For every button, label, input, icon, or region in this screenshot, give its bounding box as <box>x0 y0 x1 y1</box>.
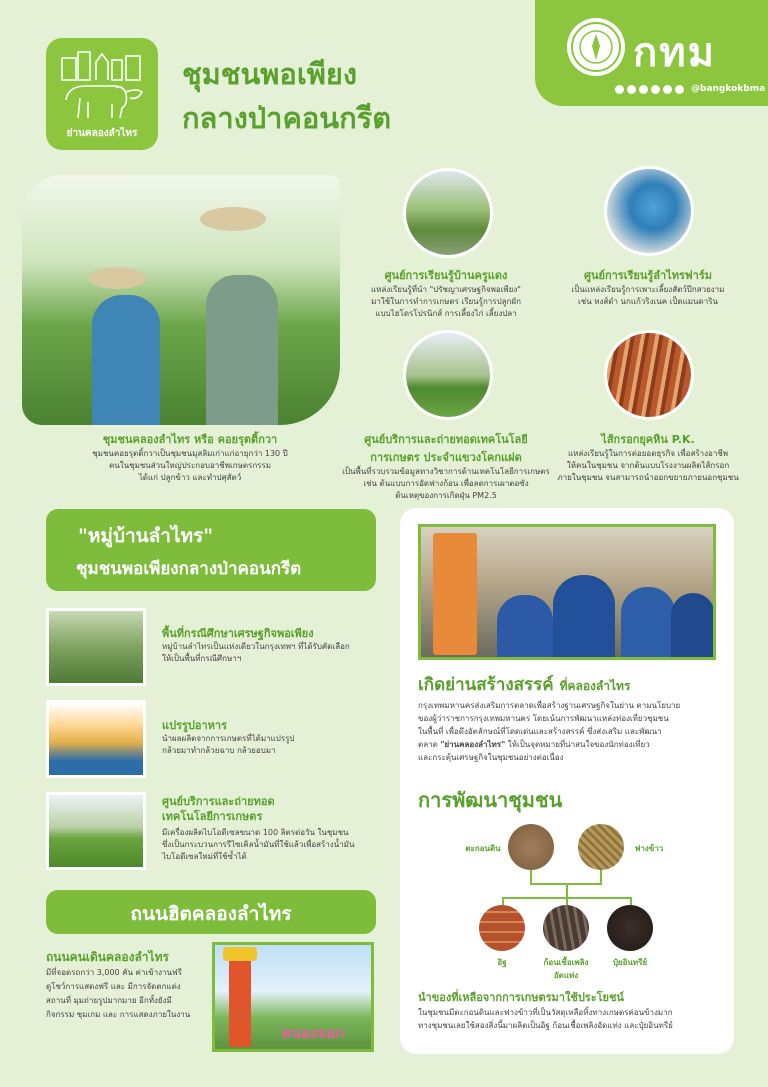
hero-photo <box>22 175 340 425</box>
hero-text: ได้แก่ ปลูกข้าว และทำปศุสัตว์ <box>138 473 242 482</box>
walking-street-text: ดูโชว์การแสดงฟรี และ มีการจัดตกแต่ง <box>46 982 181 991</box>
walking-street-text: กิจกรรม ชุมเกม และ การแสดงภายในงาน <box>46 1010 191 1019</box>
center-title: การเกษตร ประจำแขวงโคกแฝด <box>370 451 522 464</box>
center-text: มาใช้ในการทำการเกษตร เรียนรู้การปลูกผัก <box>371 297 521 306</box>
event-person <box>621 587 675 660</box>
sediment-icon <box>508 824 554 870</box>
center-title: ไส้กรอกยุคหิน P.K. <box>601 433 695 446</box>
center-text: เป็นแหล่งเรียนรู้การเพาะเลี้ยงสัตว์ปีกสวยงาม <box>571 285 725 294</box>
creative-text: ของผู้ว่าราชการกรุงเทพมหานคร โดยเน้นการพัฒนาแหล่งท่องเที่ยวชุมชน <box>418 714 669 723</box>
walking-street <box>46 948 211 1022</box>
center-text: ต้นเหตุของการเกิดฝุ่น PM2.5 <box>395 491 497 500</box>
title-line-1: ชุมชนพอเพียง <box>182 57 358 91</box>
center-title: ศูนย์การเรียนรู้ลำไทรฟาร์ม <box>584 269 712 282</box>
connector-line <box>600 870 602 884</box>
village-item-text: กล้วยมาทำกล้วยฉาบ กล้วยอบมา <box>162 746 276 755</box>
center-caption <box>548 266 748 308</box>
buffalo-city-icon <box>56 48 148 120</box>
creative-text-pre: ตลาด <box>418 740 441 749</box>
center-text: เป็นพื้นที่รวบรวมข้อมูลทางวิชาการด้านเทคโนโลยีการเกษตร <box>342 467 550 476</box>
creative-title <box>418 672 728 699</box>
event-photo <box>418 524 716 660</box>
youtube-icon[interactable] <box>639 85 648 94</box>
connector-line <box>566 884 568 898</box>
street-banner-title: ถนนฮิตคลองลำไทร <box>130 903 292 925</box>
logo-label: ย่านคลองลำไทร <box>66 128 138 139</box>
bma-seal-icon <box>567 18 625 76</box>
village-banner-title: "หมู่บ้านลำไทร" <box>78 525 214 547</box>
hero-text: ชุมชนคอยรุตติ้กวาเป็นชุมชนมุสลิมเก่าแก่อายุกว่า 130 ปี <box>92 449 288 458</box>
tiktok-icon[interactable] <box>675 85 684 94</box>
creative-title-suffix: ที่คลองลำไทร <box>559 679 631 693</box>
development-section <box>418 990 730 1032</box>
village-photo-food <box>46 700 146 778</box>
village-item-title: แปรรูปอาหาร <box>162 719 227 732</box>
village-banner-subtitle: ชุมชนพอเพียงกลางป่าคอนกรีต <box>76 559 302 579</box>
x-icon[interactable] <box>615 85 624 94</box>
page-title <box>182 52 391 140</box>
village-item-title: ศูนย์บริการและถ่ายทอด <box>162 795 275 808</box>
organic-fertilizer-icon <box>607 905 653 951</box>
street-banner <box>46 890 376 934</box>
center-text: แหล่งเรียนรู้ที่นำ "ปรัชญาเศรษฐกิจพอเพียง" <box>371 285 521 294</box>
village-item-text: นำผลผลิตจากการเกษตรที่ได้มาแปรรูป <box>162 734 295 743</box>
output-label-briquette-line: อัดแท่ง <box>553 971 579 980</box>
straw-hat-icon <box>200 207 266 231</box>
line-icon[interactable] <box>651 85 660 94</box>
center-caption <box>346 266 546 320</box>
center-text: แหล่งเรียนรู้ในการต่อยอดธุรกิจ เพื่อสร้างอาชีพ <box>567 449 729 458</box>
creative-text <box>418 738 728 751</box>
center-photo-ricefield <box>403 330 493 420</box>
village-item-title: เทคโนโลยีการเกษตร <box>162 810 263 823</box>
center-title: ศูนย์การเรียนรู้บ้านครูแดง <box>384 269 508 282</box>
connector-line <box>566 897 568 905</box>
hero-title: ชุมชนคลองลำไทร หรือ คอยรุตติ้กวา <box>102 433 278 446</box>
facebook-icon[interactable] <box>627 85 636 94</box>
title-line-2: กลางป่าคอนกรีต <box>182 101 392 135</box>
connector-line <box>530 870 532 884</box>
nong-chok-sign: หนองจอก <box>281 1024 345 1042</box>
center-text: เช่น หงส์ดำ นกแก้วริงเนค เป็ดแมนดาริน <box>578 297 718 306</box>
village-item <box>162 718 372 757</box>
village-item-title: พื้นที่กรณีศึกษาเศรษฐกิจพอเพียง <box>162 627 314 640</box>
creative-text-post: ให้เป็นจุดหมายที่น่าสนใจของนักท่องเที่ยว <box>505 740 650 749</box>
creative-text: กรุงเทพมหานครส่งเสริมการตลาดเพื่อสร้างฐานเศรษฐกิจในย่าน ตามนโยบาย <box>418 701 681 710</box>
center-text: แบบไฮโดรโปรนิกส์ การเลี้ยงไก่ เลี้ยงปลา <box>375 309 517 318</box>
walking-street-text: สถานที่ มุมถ่ายรูปมากมาย อีกทั้งยังมี <box>46 996 172 1005</box>
village-item-text: หมู่บ้านลำไทรเป็นแห่งเดียวในกรุงเทพฯ ที่ได้รับคัดเลือก <box>162 642 350 651</box>
walking-street-photo <box>212 942 374 1052</box>
rice-straw-icon <box>578 824 624 870</box>
social-handle: @bangkokbma <box>691 84 766 94</box>
event-banner <box>433 533 477 655</box>
hero-text: คนในชุมชนส่วนใหญ่ประกอบอาชีพเกษตรกรรม <box>108 461 272 470</box>
tower-roof <box>223 947 257 961</box>
center-title: ศูนย์บริการและถ่ายทอดเทคโนโลยี <box>364 433 528 446</box>
tower-figure <box>229 951 251 1047</box>
development-text: ในชุมชนมีตะกอนดินและฟางข้าวที่เป็นวัสดุเหลือทิ้งทางเกษตรค่อนข้างมาก <box>418 1008 673 1017</box>
villager-figure <box>92 295 160 425</box>
village-item-text: ไบโอดีเซลใหม่ที่ใช้ซ้ำได้ <box>162 852 247 861</box>
village-item-text: มีเครื่องผลิตไบโอดีเซลขนาด 100 ลิตรต่อวัน ในชุมชน <box>162 828 349 837</box>
center-photo-krudang <box>403 168 493 258</box>
hero-caption <box>40 430 340 484</box>
brick-icon <box>479 905 525 951</box>
village-photo-study <box>46 608 146 686</box>
development-title: การพัฒนาชุมชน <box>418 788 563 812</box>
development-text: ทางชุมชนเลยใช้สองสิ่งนี้มาผลิตเป็นอิฐ ก้อนเชื้อเพลิงอัดแท่ง และปุ๋ยอินทรีย์ <box>418 1021 673 1030</box>
connector-line <box>630 897 632 905</box>
output-label-brick: อิฐ <box>497 958 507 967</box>
connector-line <box>502 897 504 905</box>
center-photo-sausage <box>604 330 694 420</box>
brand-name: กทม <box>633 30 716 76</box>
village-item-text: ซึ่งเป็นกระบวนการรีไซเคิลน้ำมันที่ใช้แล้วเพื่อสร้างน้ำมัน <box>162 840 355 849</box>
walking-street-title: ถนนคนเดินคลองลำไทร <box>46 950 169 964</box>
fuel-briquette-icon <box>543 905 589 951</box>
village-banner <box>46 509 376 591</box>
output-label-briquette-line: ก้อนเชื้อเพลิง <box>543 958 589 967</box>
center-photo-parrot <box>604 166 694 256</box>
village-item-text: ให้เป็นพื้นที่กรณีศึกษาฯ <box>162 654 242 663</box>
input-label-straw: ฟางข้าว <box>634 844 664 853</box>
village-item <box>162 794 374 863</box>
center-text: เช่น ต้นแบบการอัดฟางก้อน เพื่อลดการเผาตอซัง <box>363 479 529 488</box>
development-subtitle: นำของที่เหลือจากการเกษตรมาใช้ประโยชน์ <box>418 991 624 1004</box>
district-logo <box>46 38 158 150</box>
creative-text: และกระตุ้นเศรษฐกิจในชุมชนอย่างต่อเนื่อง <box>418 753 564 762</box>
output-label-fertilizer: ปุ๋ยอินทรีย์ <box>612 958 648 967</box>
output-label-briquette <box>531 956 601 982</box>
straw-hat-icon <box>88 267 146 289</box>
village-photo-tech <box>46 792 146 870</box>
event-person <box>497 595 553 660</box>
center-caption <box>336 430 556 502</box>
creative-title-main: เกิดย่านสร้างสรรค์ <box>418 675 554 695</box>
creative-text-highlight: "ย่านคลองลำไทร" <box>440 740 506 749</box>
social-links <box>615 84 765 94</box>
center-text: ภายในชุมชน จนสามารถนำออกขยายภายนอกชุมชน <box>557 473 739 482</box>
center-text: ให้คนในชุมชน จากต้นแบบโรงงานผลิตไส้กรอก <box>566 461 730 470</box>
creative-text: ในพื้นที่ เพื่อดึงอัตลักษณ์ที่โดดเด่นและสร้างสรรค์ ซึ่งส่งเสริม และพัฒนา <box>418 727 662 736</box>
visitor-figure <box>206 275 278 425</box>
walking-street-text: มีที่จอดรถกว่า 3,000 คัน ค่าเข้างานฟรี <box>46 968 182 977</box>
event-person <box>553 575 615 660</box>
village-item <box>162 626 372 665</box>
creative-section <box>418 672 728 764</box>
bma-brand-panel <box>535 0 768 106</box>
event-person <box>671 593 715 660</box>
center-caption <box>548 430 748 484</box>
instagram-icon[interactable] <box>663 85 672 94</box>
input-label-sediment: ตะกอนดิน <box>465 844 501 853</box>
